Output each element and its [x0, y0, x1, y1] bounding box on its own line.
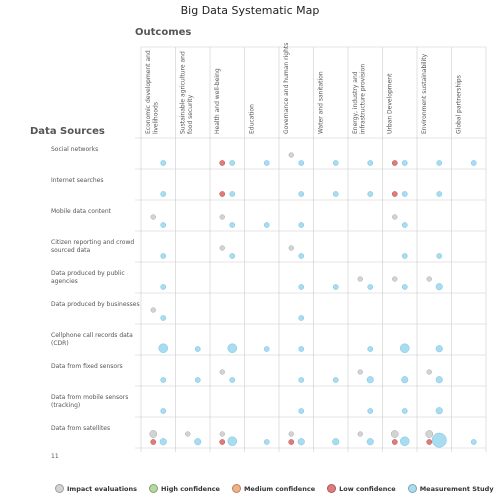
data-source-row-label: Social networks — [51, 146, 99, 153]
data-source-row-label: Data from fixed sensors — [51, 363, 123, 370]
legend-swatch — [232, 484, 241, 493]
legend-label: Measurement Study — [419, 484, 494, 493]
impact-evaluation-bubble — [151, 215, 156, 220]
outcome-column-header: Global partnerships — [455, 75, 463, 134]
measurement-study-bubble — [299, 377, 304, 382]
data-source-row-label: Cellphone call records data (CDR) — [51, 332, 133, 347]
outcome-column-header: Governance and human rights — [283, 42, 290, 134]
measurement-study-bubble — [400, 344, 409, 353]
measurement-study-bubble — [402, 408, 407, 413]
measurement-study-bubble — [367, 438, 374, 445]
measurement-study-bubble — [368, 346, 373, 351]
measurement-study-bubble — [437, 160, 442, 165]
outcome-column-header: Urban Development — [386, 73, 394, 134]
impact-evaluation-bubble — [358, 277, 363, 282]
measurement-study-bubble — [471, 439, 476, 444]
legend-label: Medium confidence — [243, 484, 316, 493]
measurement-study-bubble — [230, 377, 235, 382]
impact-evaluation-bubble — [220, 215, 225, 220]
legend-label: Impact evaluations — [67, 484, 138, 493]
measurement-study-bubble — [367, 376, 374, 383]
outcome-column-header: Economic development andlivelihoods — [145, 50, 160, 134]
measurement-study-bubble — [159, 344, 168, 353]
impact-evaluation-bubble — [427, 370, 432, 375]
measurement-study-bubble — [333, 191, 338, 196]
measurement-study-bubble — [299, 408, 304, 413]
measurement-study-bubble — [437, 191, 442, 196]
low-confidence-bubble — [220, 439, 225, 444]
measurement-study-bubble — [402, 191, 407, 196]
outcome-column-header: Sustainable agriculture andfood security — [179, 51, 194, 134]
measurement-study-bubble — [436, 345, 443, 352]
outcome-column-header: Energy, industry andinfrastructure provision — [352, 63, 367, 134]
low-confidence-bubble — [220, 160, 225, 165]
measurement-study-bubble — [333, 377, 338, 382]
measurement-study-bubble — [402, 160, 407, 165]
measurement-study-bubble — [228, 344, 237, 353]
measurement-study-bubble — [161, 408, 166, 413]
measurement-study-bubble — [333, 284, 338, 289]
measurement-study-bubble — [299, 253, 304, 258]
measurement-study-bubble — [436, 407, 443, 414]
data-source-row-label: Data from satellites — [51, 425, 111, 432]
measurement-study-bubble — [400, 437, 409, 446]
outcome-column-header: Environment sustainability — [421, 53, 428, 134]
measurement-study-bubble — [161, 222, 166, 227]
measurement-study-bubble — [161, 315, 166, 320]
data-source-row-label: Internet searches — [51, 177, 104, 184]
legend-label: High confidence — [161, 484, 220, 493]
measurement-study-bubble — [194, 438, 201, 445]
measurement-study-bubble — [299, 315, 304, 320]
measurement-study-bubble — [368, 408, 373, 413]
measurement-study-bubble — [161, 377, 166, 382]
measurement-study-bubble — [195, 377, 200, 382]
measurement-study-bubble — [161, 253, 166, 258]
impact-evaluation-bubble — [150, 430, 157, 437]
impact-evaluation-bubble — [392, 215, 397, 220]
measurement-study-bubble — [299, 191, 304, 196]
impact-evaluation-bubble — [220, 246, 225, 251]
measurement-study-bubble — [230, 253, 235, 258]
legend-label: Low confidence — [339, 484, 396, 493]
measurement-study-bubble — [161, 191, 166, 196]
outcome-column-header: Education — [248, 104, 256, 134]
legend — [55, 484, 495, 493]
impact-evaluation-bubble — [289, 432, 294, 437]
measurement-study-bubble — [230, 222, 235, 227]
measurement-study-bubble — [195, 346, 200, 351]
impact-evaluation-bubble — [151, 308, 156, 313]
measurement-study-bubble — [298, 438, 305, 445]
legend-swatch — [149, 484, 158, 493]
footer-number: 11 — [51, 453, 59, 460]
impact-evaluation-bubble — [220, 432, 225, 437]
low-confidence-bubble — [392, 191, 397, 196]
legend-item-measure — [408, 484, 494, 493]
measurement-study-bubble — [299, 284, 304, 289]
data-sources-heading: Data Sources — [30, 126, 105, 137]
measurement-study-bubble — [264, 439, 269, 444]
impact-evaluation-bubble — [220, 370, 225, 375]
measurement-study-bubble — [264, 346, 269, 351]
measurement-study-bubble — [368, 191, 373, 196]
impact-evaluation-bubble — [392, 277, 397, 282]
measurement-study-bubble — [432, 433, 446, 447]
impact-evaluation-bubble — [426, 430, 433, 437]
measurement-study-bubble — [230, 191, 235, 196]
data-source-row-label: Mobile data content — [51, 208, 111, 215]
measurement-study-bubble — [402, 222, 407, 227]
low-confidence-bubble — [392, 160, 397, 165]
measurement-study-bubble — [402, 284, 407, 289]
data-source-row-label: Data produced by businesses — [51, 301, 140, 308]
legend-item-low — [327, 484, 396, 493]
measurement-study-bubble — [161, 160, 166, 165]
low-confidence-bubble — [220, 191, 225, 196]
measurement-study-bubble — [228, 437, 237, 446]
impact-evaluation-bubble — [391, 430, 398, 437]
measurement-study-bubble — [401, 376, 408, 383]
measurement-study-bubble — [333, 160, 338, 165]
low-confidence-bubble — [392, 439, 397, 444]
measurement-study-bubble — [299, 346, 304, 351]
measurement-study-bubble — [436, 283, 443, 290]
measurement-study-bubble — [471, 160, 476, 165]
low-confidence-bubble — [289, 439, 294, 444]
measurement-study-bubble — [230, 160, 235, 165]
impact-evaluation-bubble — [185, 432, 190, 437]
impact-evaluation-bubble — [289, 153, 294, 158]
legend-swatch — [408, 484, 417, 493]
measurement-study-bubble — [368, 284, 373, 289]
legend-item-medium — [232, 484, 315, 493]
impact-evaluation-bubble — [289, 246, 294, 251]
legend-item-impact — [55, 484, 137, 493]
measurement-study-bubble — [161, 284, 166, 289]
measurement-study-bubble — [299, 160, 304, 165]
impact-evaluation-bubble — [427, 277, 432, 282]
measurement-study-bubble — [264, 222, 269, 227]
outcome-column-header: Health and well-being — [214, 68, 221, 134]
outcome-column-header: Water and sanitation — [317, 71, 325, 134]
measurement-study-bubble — [160, 438, 167, 445]
low-confidence-bubble — [151, 439, 156, 444]
impact-evaluation-bubble — [358, 432, 363, 437]
measurement-study-bubble — [299, 222, 304, 227]
legend-swatch — [55, 484, 64, 493]
measurement-study-bubble — [368, 160, 373, 165]
low-confidence-bubble — [427, 439, 432, 444]
measurement-study-bubble — [436, 376, 443, 383]
measurement-study-bubble — [264, 160, 269, 165]
data-source-row-label: Data produced by public agencies — [51, 270, 125, 285]
data-source-row-label: Citizen reporting and crowd sourced data — [51, 239, 135, 254]
legend-item-high — [149, 484, 220, 493]
outcomes-heading: Outcomes — [135, 27, 192, 38]
data-source-row-label: Data from mobile sensors (tracking) — [51, 394, 129, 409]
measurement-study-bubble — [437, 253, 442, 258]
impact-evaluation-bubble — [358, 370, 363, 375]
legend-swatch — [327, 484, 336, 493]
page-title: Big Data Systematic Map — [180, 4, 320, 17]
measurement-study-bubble — [402, 253, 407, 258]
measurement-study-bubble — [332, 438, 339, 445]
